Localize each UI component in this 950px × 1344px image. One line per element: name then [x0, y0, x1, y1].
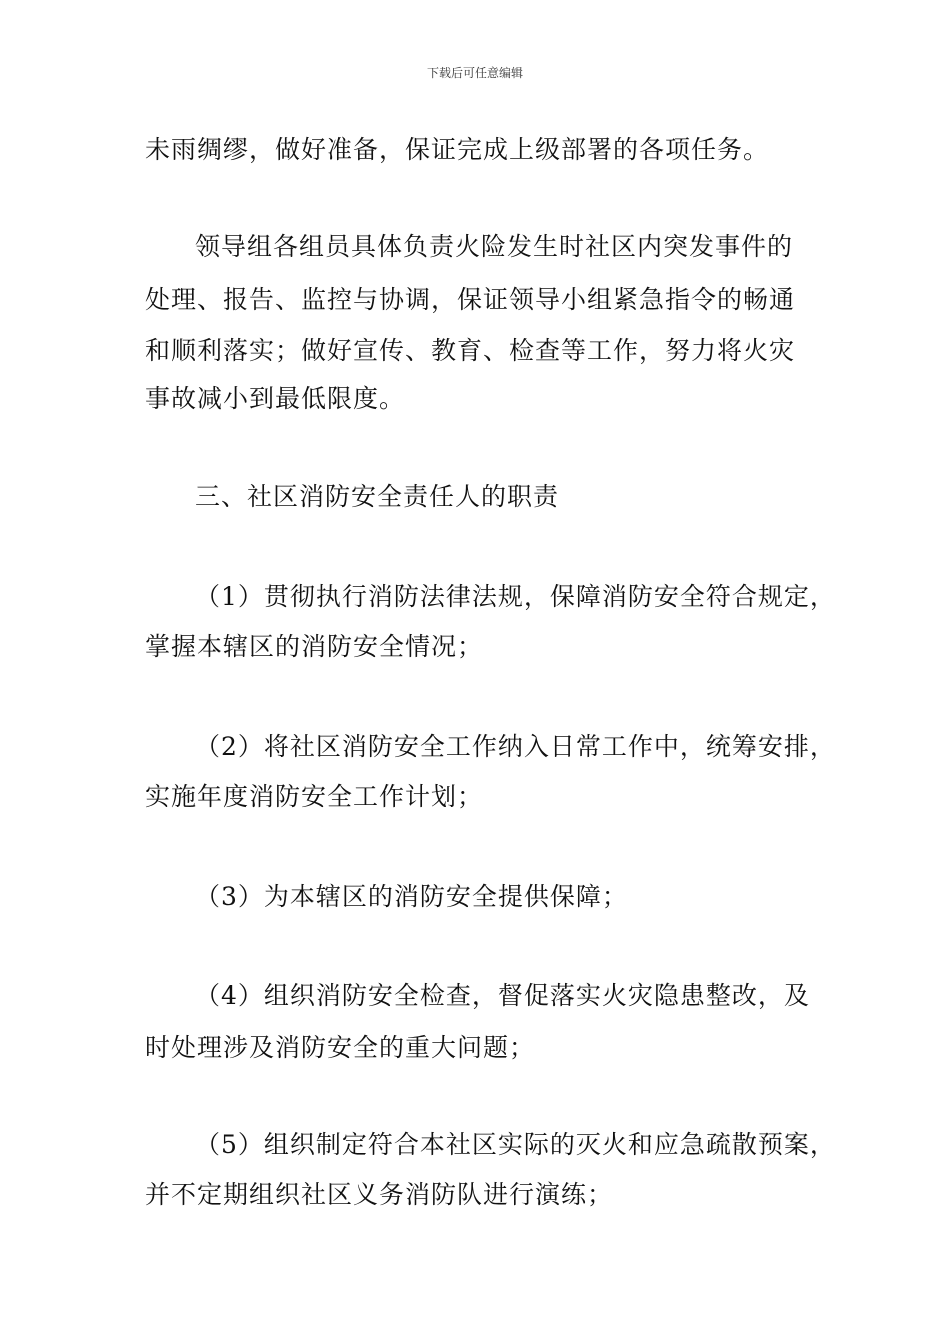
- page-header: 下载后可任意编辑: [426, 66, 523, 80]
- section-heading: 三、社区消防安全责任人的职责: [195, 482, 560, 511]
- paragraph-line: 并不定期组织社区义务消防队进行演练；: [145, 1180, 614, 1209]
- paragraph-line: 时处理涉及消防安全的重大问题；: [145, 1033, 536, 1062]
- paragraph-line: 未雨绸缪，做好准备，保证完成上级部署的各项任务。: [145, 135, 770, 164]
- paragraph-line: 领导组各组员具体负责火险发生时社区内突发事件的: [195, 232, 794, 261]
- paragraph-line: （3）为本辖区的消防安全提供保障；: [195, 882, 628, 911]
- paragraph-line: 事故减小到最低限度。: [145, 384, 406, 413]
- paragraph-line: （1）贯彻执行消防法律法规，保障消防安全符合规定，: [195, 582, 836, 611]
- paragraph-line: 处理、报告、监控与协调，保证领导小组紧急指令的畅通: [145, 285, 796, 314]
- paragraph-line: 实施年度消防安全工作计划；: [145, 782, 484, 811]
- paragraph-line: （5）组织制定符合本社区实际的灭火和应急疏散预案，: [195, 1130, 836, 1159]
- paragraph-line: （4）组织消防安全检查，督促落实火灾隐患整改，及: [195, 981, 810, 1010]
- paragraph-line: （2）将社区消防安全工作纳入日常工作中，统筹安排，: [195, 732, 836, 761]
- paragraph-line: 掌握本辖区的消防安全情况；: [145, 632, 484, 661]
- paragraph-line: 和顺利落实；做好宣传、教育、检查等工作，努力将火灾: [145, 336, 796, 365]
